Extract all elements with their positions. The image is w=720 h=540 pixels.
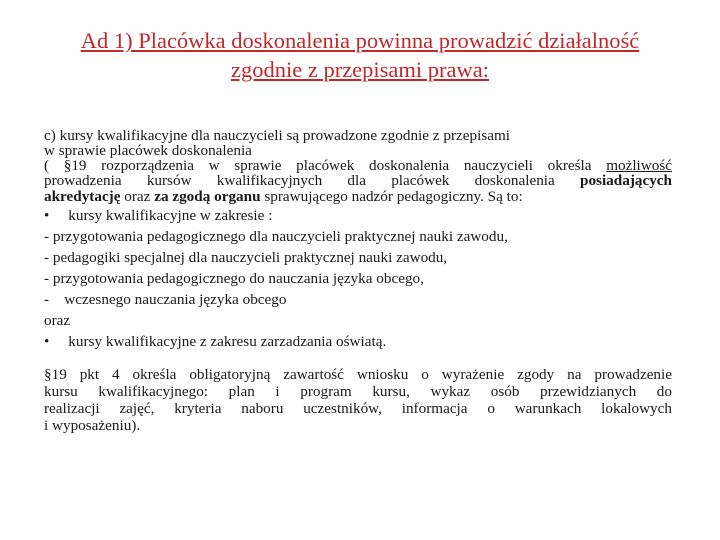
regulation-line-1 (44, 158, 672, 173)
slide-title (40, 26, 680, 84)
emphasis-underline: możliwość (606, 157, 672, 174)
regulation-line-2 (44, 173, 672, 188)
paragraph-2-line-3: realizacji zajęć, kryteria naboru uczestników, informacja o warunkach lokalowych (44, 400, 672, 417)
regulation-text: sprawującego nadzór pedagogiczny. Są to: (260, 188, 523, 205)
list-item: - przygotowania pedagogicznego dla nauczycieli praktycznej nauki zawodu, (44, 228, 508, 245)
paragraph-2-line-1: §19 pkt 4 określa obligatoryjną zawartość wniosku o wyrażenie zgody na prowadzenie (44, 366, 672, 383)
regulation-text: prowadzenia kursów kwalifikacyjnych dla placówek doskonalenia (44, 172, 581, 189)
regulation-line-3 (44, 188, 672, 205)
title-line-1: Ad 1) Placówka doskonalenia powinna prowadzić działalność (80, 28, 640, 53)
list-item: - przygotowania pedagogicznego do nauczania języka obcego, (44, 270, 424, 287)
title-line-2: zgodnie z przepisami prawa: (230, 57, 489, 82)
list-bullet-2: • kursy kwalifikacyjne z zakresu zarzadzania oświatą. (44, 333, 387, 350)
list-bullet-1: • kursy kwalifikacyjne w zakresie : (44, 207, 273, 224)
emphasis-bold: za zgodą organu (154, 188, 261, 205)
intro-line-2: w sprawie placówek doskonalenia (44, 142, 252, 159)
regulation-text: ( §19 rozporządzenia w sprawie placówek doskonalenia nauczycieli określa (44, 157, 607, 174)
emphasis-bold: posiadających (580, 172, 672, 189)
emphasis-bold: akredytację (44, 188, 121, 205)
intro-line-1: c) kursy kwalifikacyjne dla nauczycieli są prowadzone zgodnie z przepisami (44, 127, 510, 144)
regulation-text: oraz (120, 188, 155, 205)
paragraph-2-line-4: i wyposażeniu). (44, 417, 141, 434)
list-item: - wczesnego nauczania języka obcego (44, 291, 287, 308)
slide-body (44, 128, 672, 434)
list-oraz: oraz (44, 312, 71, 329)
list-item: - pedagogiki specjalnej dla nauczycieli praktycznej nauki zawodu, (44, 249, 448, 266)
paragraph-2-line-2: kursu kwalifikacyjnego: plan i program kursu, wykaz osób przewidzianych do (44, 383, 672, 400)
spacer (44, 352, 672, 366)
